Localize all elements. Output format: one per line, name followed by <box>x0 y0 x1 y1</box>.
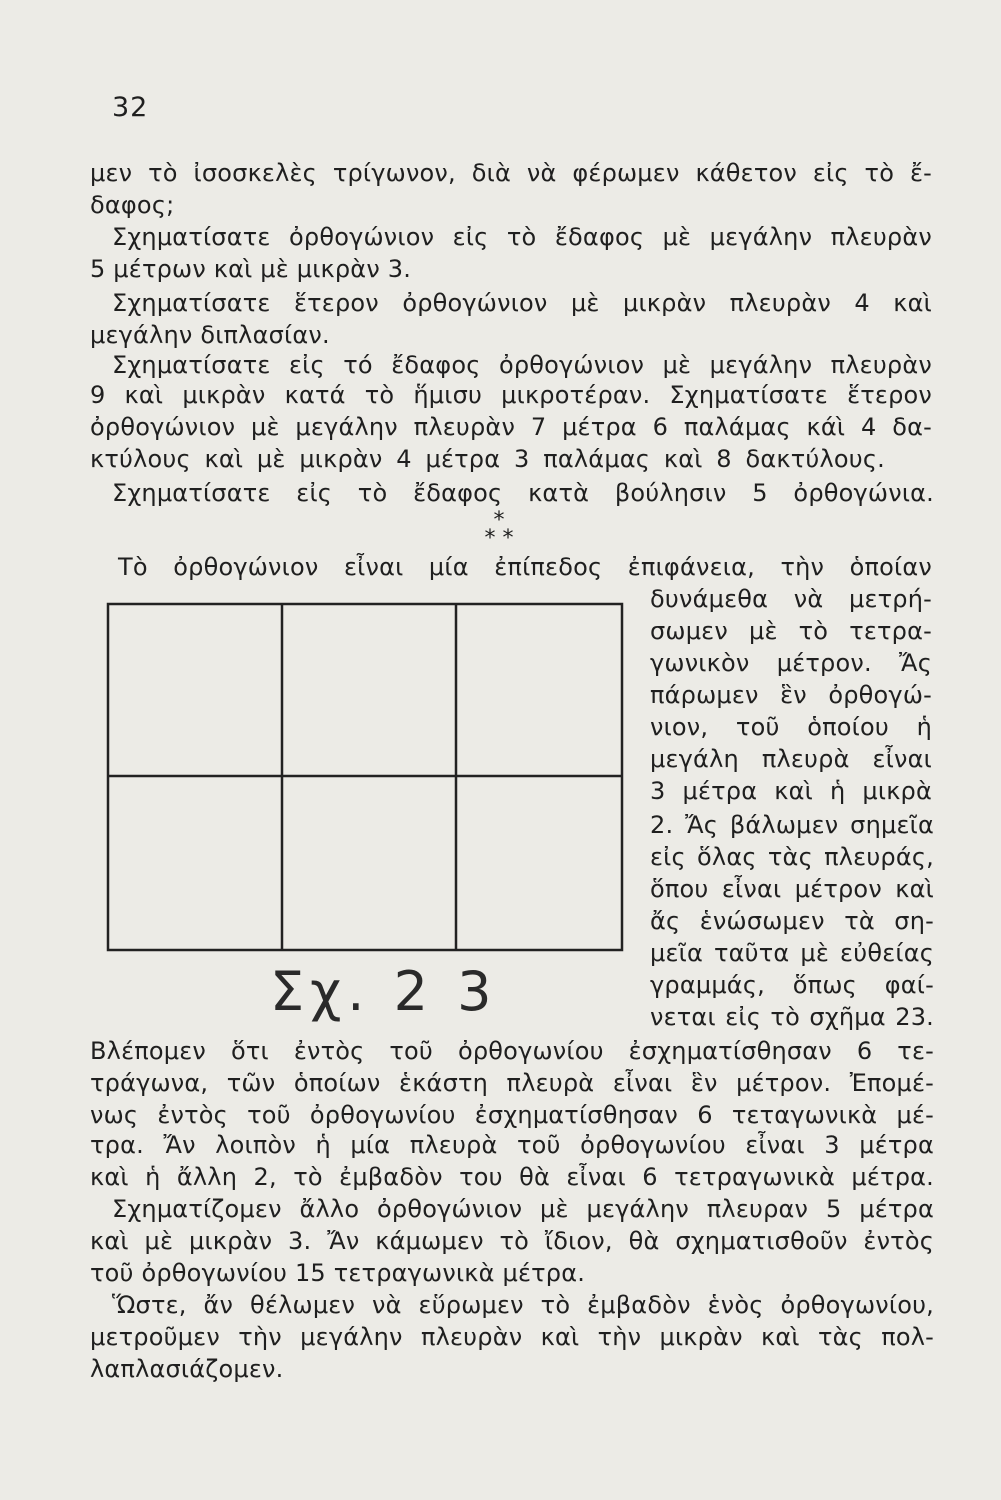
side-text-line: εἰς ὅλας τὰς πλευράς, <box>650 843 934 871</box>
text-line: λαπλασιάζομεν. <box>90 1355 284 1383</box>
text-line: καὶ ἡ ἄλλη 2, τὸ ἐμβαδὸν του θὰ εἶναι 6 τετραγωνικὰ μέτρα. <box>90 1163 934 1191</box>
text-line: δαφος; <box>90 191 175 219</box>
text-line: Σχηματίσατε εἰς τὸ ἔδαφος κατὰ βούλησιν 5 ὀρθογώνια. <box>112 479 934 507</box>
side-text-line: νιον, τοῦ ὁποίου ἡ <box>650 713 932 741</box>
text-line: κτύλους καὶ μὲ μικρὰν 4 μέτρα 3 παλάμας καὶ 8 δακτύλους. <box>90 445 885 473</box>
text-line: Σχηματίσατε ὀρθογώνιον εἰς τὸ ἔδαφος μὲ μεγάλην πλευρὰν <box>112 223 932 251</box>
side-text-line: 3 μέτρα καὶ ἡ μικρὰ <box>650 777 932 805</box>
text-line: Τὸ ὀρθογώνιον εἶναι μία ἐπίπεδος ἐπιφάνεια, τὴν ὁποίαν <box>118 553 932 581</box>
text-line: μετροῦμεν τὴν μεγάλην πλευρὰν καὶ τὴν μικρὰν καὶ τὰς πολ- <box>90 1323 934 1351</box>
side-text-line: ὅπου εἶναι μέτρον καὶ <box>650 875 934 903</box>
asterism-bottom: * * <box>484 526 514 551</box>
text-line: τρα. Ἄν λοιπὸν ἡ μία πλευρὰ τοῦ ὀρθογωνίου εἶναι 3 μέτρα <box>90 1131 934 1159</box>
side-text-line: δυνάμεθα νὰ μετρή- <box>650 585 932 613</box>
text-line: τράγωνα, τῶν ὁποίων ἑκάστη πλευρὰ εἶναι ἓν μέτρον. Ἐπομέ- <box>90 1069 934 1097</box>
side-text-line: νεται εἰς τὸ σχῆμα 23. <box>650 1003 934 1031</box>
page-number: 32 <box>112 92 149 123</box>
text-line: μεγάλην διπλασίαν. <box>90 321 330 349</box>
side-text-line: πάρωμεν ἓν ὀρθογώ- <box>650 681 932 709</box>
figure-caption: Σχ. 2 3 <box>270 960 498 1023</box>
text-line: ὀρθογώνιον μὲ μεγάλην πλευρὰν 7 μέτρα 6 παλάμας κάὶ 4 δα- <box>90 413 932 441</box>
side-text-line: ἄς ἑνώσωμεν τὰ ση- <box>650 907 934 935</box>
side-text-line: γωνικὸν μέτρον. Ἄς <box>650 649 932 677</box>
text-line: Σχηματίσατε ἕτερον ὀρθογώνιον μὲ μικρὰν πλευρὰν 4 καὶ <box>112 289 932 317</box>
text-line: νως ἐντὸς τοῦ ὀρθογωνίου ἐσχηματίσθησαν 6 τεταγωνικὰ μέ- <box>90 1101 934 1129</box>
side-text-line: μεῖα ταῦτα μὲ εὐθείας <box>650 939 934 967</box>
asterism-top: * <box>493 508 505 533</box>
side-text-line: γραμμάς, ὅπως φαί- <box>650 971 934 999</box>
rectangle-grid-figure <box>106 602 626 954</box>
side-text-line: μεγάλη πλευρὰ εἶναι <box>650 745 932 773</box>
text-line: 9 καὶ μικρὰν κατά τὸ ἥμισυ μικροτέραν. Σχηματίσατε ἕτερον <box>90 381 932 409</box>
asterism <box>464 508 534 551</box>
text-line: Σχηματίσατε εἰς τό ἔδαφος ὀρθογώνιον μὲ μεγάλην πλευρὰν <box>112 351 932 379</box>
text-line: 5 μέτρων καὶ μὲ μικρὰν 3. <box>90 255 412 283</box>
text-line: Σχηματίζομεν ἄλλο ὀρθογώνιον μὲ μεγάλην πλευραν 5 μέτρα <box>112 1195 934 1223</box>
side-text-line: σωμεν μὲ τὸ τετρα- <box>650 617 932 645</box>
text-line: Βλέπομεν ὅτι ἐντὸς τοῦ ὀρθογωνίου ἐσχηματίσθησαν 6 τε- <box>90 1037 934 1065</box>
text-line: Ὥστε, ἄν θέλωμεν νὰ εὕρωμεν τὸ ἐμβαδὸν ἑνὸς ὀρθογωνίου, <box>112 1291 934 1319</box>
text-line: καὶ μὲ μικρὰν 3. Ἄν κάμωμεν τὸ ἴδιον, θὰ σχηματισθοῦν ἐντὸς <box>90 1227 934 1255</box>
text-line: τοῦ ὀρθογωνίου 15 τετραγωνικὰ μέτρα. <box>90 1259 586 1287</box>
side-text-line: 2. Ἄς βάλωμεν σημεῖα <box>650 811 934 839</box>
text-line: μεν τὸ ἰσοσκελὲς τρίγωνον, διὰ νὰ φέρωμεν κάθετον εἰς τὸ ἔ- <box>90 159 932 187</box>
